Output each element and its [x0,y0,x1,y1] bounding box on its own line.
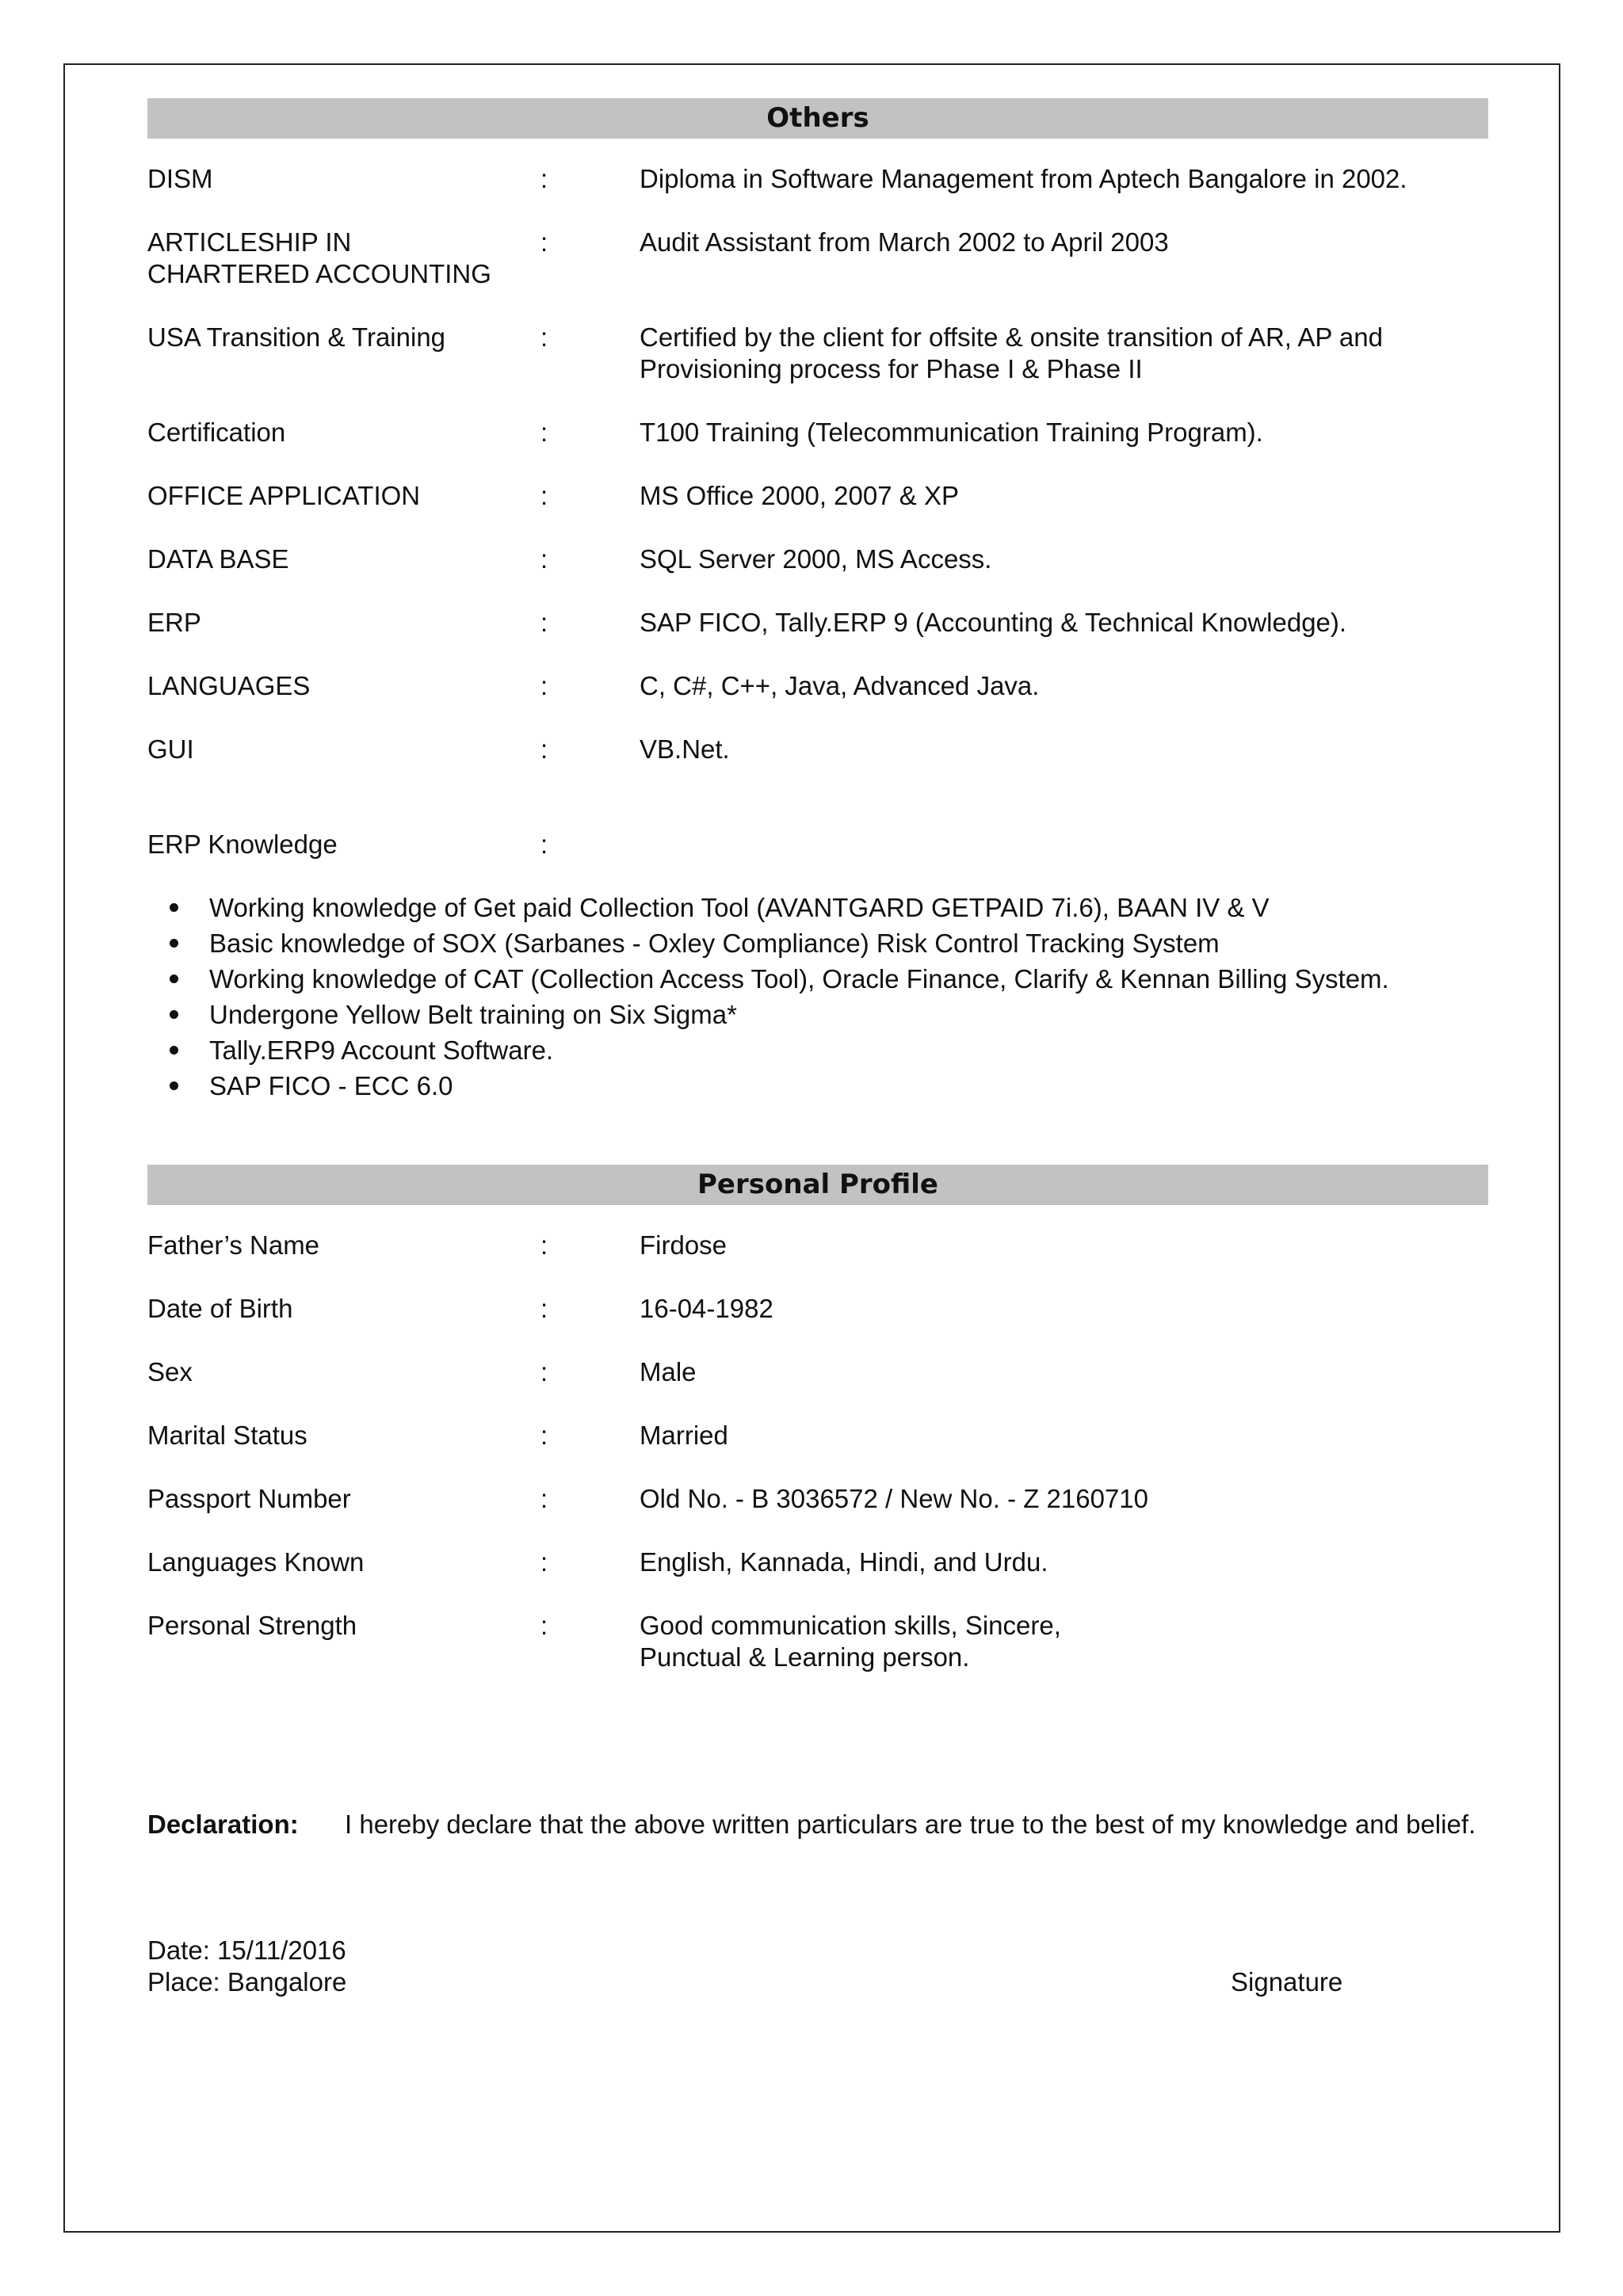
row-colon: : [540,1547,548,1577]
row-value: Audit Assistant from March 2002 to April 2003 [640,227,1169,257]
footer [147,1935,1488,1998]
row-colon: : [540,1357,548,1386]
row-colon: : [540,734,548,764]
row-colon: : [540,608,548,637]
list-item [147,925,1488,961]
info-row-gui [147,734,1488,765]
list-item-text: Working knowledge of CAT (Collection Access Tool), Oracle Finance, Clarify & Kennan Billing System. [209,964,1389,994]
declaration-text: I hereby declare that the above written particulars are true to the best of my knowledge and belief. [345,1810,1476,1839]
info-row-database [147,543,1488,575]
list-item [147,961,1488,997]
row-label: ERP [147,608,201,637]
info-row-erp [147,607,1488,639]
info-row-fathers-name [147,1230,1488,1261]
row-colon: : [540,481,548,510]
bullet-icon [170,974,178,983]
row-label: Date of Birth [147,1294,293,1323]
row-value: SQL Server 2000, MS Access. [640,544,992,574]
row-value: Married [640,1421,728,1450]
list-item [147,1032,1488,1068]
erp-knowledge-label: ERP Knowledge [147,830,338,859]
place-line: Place: Bangalore [147,1967,347,1997]
row-label: ARTICLESHIP IN CHARTERED ACCOUNTING [147,227,491,288]
row-colon: : [540,164,548,193]
info-row-sex [147,1356,1488,1388]
info-row-date-of-birth [147,1293,1488,1325]
info-row-marital-status [147,1420,1488,1451]
bullet-icon [170,939,178,948]
info-row-office-application [147,480,1488,512]
row-colon: : [540,1230,548,1260]
row-label: DATA BASE [147,544,289,574]
bullet-icon [170,1010,178,1019]
list-item-text: Working knowledge of Get paid Collection Tool (AVANTGARD GETPAID 7i.6), BAAN IV & V [209,893,1270,922]
row-value: SAP FICO, Tally.ERP 9 (Accounting & Technical Knowledge). [640,608,1347,637]
list-item-text: SAP FICO - ECC 6.0 [209,1071,453,1100]
row-value: Certified by the client for offsite & onsite transition of AR, AP and Provisioning process for Phase I & Phase II [640,322,1383,383]
row-colon: : [540,1421,548,1450]
list-item [147,890,1488,925]
bullet-icon [170,1046,178,1055]
info-row-languages-known [147,1547,1488,1578]
declaration [147,1809,1488,1840]
info-row-languages [147,670,1488,702]
row-label: USA Transition & Training [147,322,446,352]
erp-knowledge-colon: : [540,830,548,859]
list-item-text: Tally.ERP9 Account Software. [209,1035,554,1065]
info-row-certification [147,417,1488,448]
list-item [147,997,1488,1032]
erp-knowledge-row [147,829,1488,860]
bullet-icon [170,903,178,912]
date-line: Date: 15/11/2016 [147,1936,346,1965]
info-row-passport-number [147,1483,1488,1515]
row-value: Male [640,1357,697,1386]
row-label: Languages Known [147,1547,365,1577]
row-value: English, Kannada, Hindi, and Urdu. [640,1547,1048,1577]
row-colon: : [540,227,548,257]
row-label: Father’s Name [147,1230,320,1260]
info-row-personal-strength [147,1610,1488,1673]
row-value: MS Office 2000, 2007 & XP [640,481,959,510]
list-item [147,1068,1488,1104]
others-rows [147,163,1488,765]
section-header-personal-profile: Personal Profile [147,1165,1488,1205]
declaration-label: Declaration: [147,1810,299,1839]
section-header-others: Others [147,98,1488,139]
bullet-icon [170,1081,178,1090]
list-item-text: Basic knowledge of SOX (Sarbanes - Oxley Compliance) Risk Control Tracking System [209,929,1220,958]
row-label: OFFICE APPLICATION [147,481,421,510]
info-row-usa-transition [147,322,1488,385]
row-colon: : [540,1484,548,1513]
row-colon: : [540,1611,548,1640]
row-value: Diploma in Software Management from Aptech Bangalore in 2002. [640,164,1407,193]
row-colon: : [540,418,548,447]
row-label: Certification [147,418,286,447]
info-row-articleship [147,227,1488,290]
row-colon: : [540,322,548,352]
row-colon: : [540,1294,548,1323]
row-value: C, C#, C++, Java, Advanced Java. [640,671,1040,700]
resume-page [147,98,1488,1998]
row-value: 16-04-1982 [640,1294,773,1323]
row-label: Passport Number [147,1484,351,1513]
row-colon: : [540,671,548,700]
signature-label: Signature [1231,1967,1343,1997]
personal-profile-rows [147,1230,1488,1673]
list-item-text: Undergone Yellow Belt training on Six Sigma* [209,1000,737,1029]
row-label: Marital Status [147,1421,307,1450]
row-value: Firdose [640,1230,727,1260]
row-label: GUI [147,734,194,764]
row-label: DISM [147,164,213,193]
row-label: Personal Strength [147,1611,357,1640]
erp-knowledge-list [147,890,1488,1104]
info-row-dism [147,163,1488,195]
row-value: VB.Net. [640,734,730,764]
row-value: Good communication skills, Sincere, Punctual & Learning person. [640,1611,1061,1672]
row-label: Sex [147,1357,193,1386]
row-label: LANGUAGES [147,671,311,700]
row-value: Old No. - B 3036572 / New No. - Z 2160710 [640,1484,1149,1513]
row-value: T100 Training (Telecommunication Training Program). [640,418,1263,447]
row-colon: : [540,544,548,574]
